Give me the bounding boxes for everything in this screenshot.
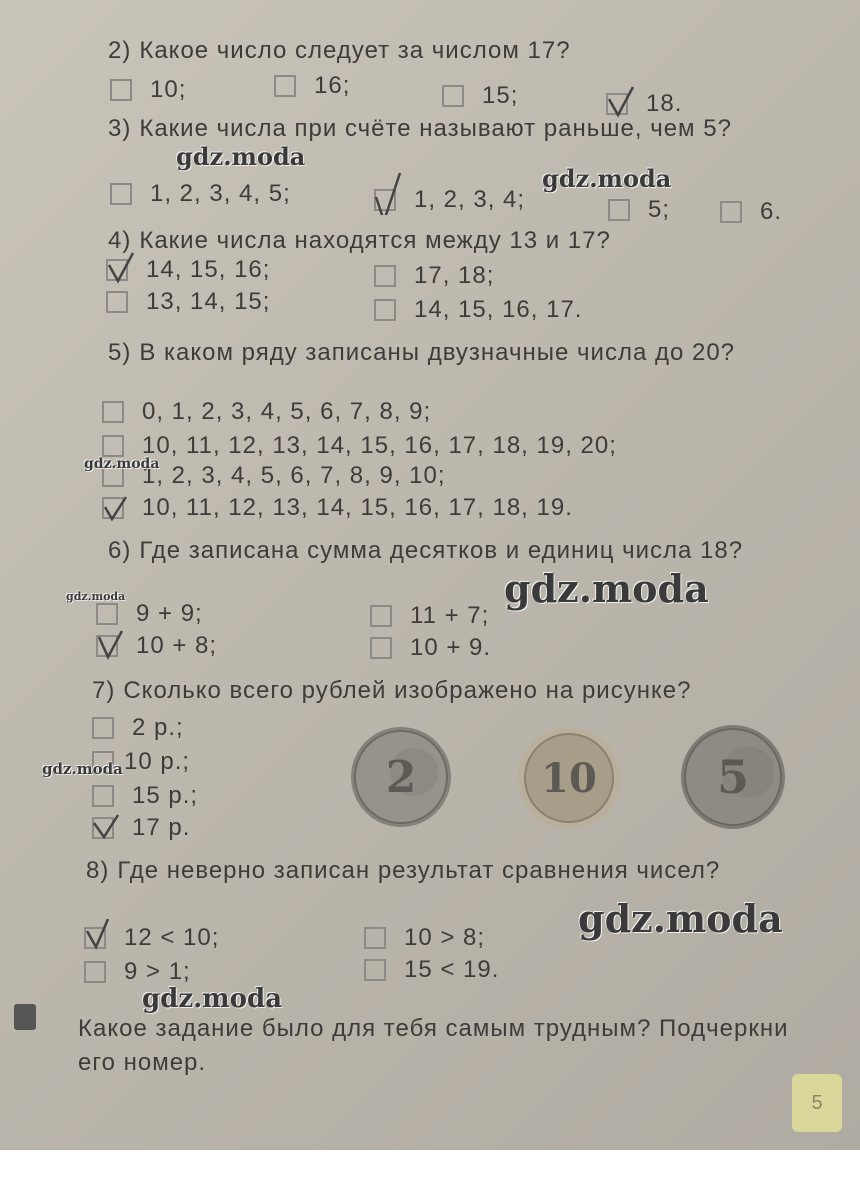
option-label: 10 р.; xyxy=(124,748,191,775)
checkbox[interactable] xyxy=(102,435,124,457)
option-checkbox[interactable] xyxy=(370,634,491,662)
checkbox[interactable] xyxy=(274,75,296,97)
option-label: 17, 18; xyxy=(414,262,495,289)
coin-10-rubles xyxy=(517,726,621,830)
checkbox[interactable] xyxy=(370,637,392,659)
watermark: gdz.moda xyxy=(176,142,306,171)
watermark: gdz.moda xyxy=(542,164,672,193)
option-checkbox-checked[interactable] xyxy=(106,256,270,284)
question-number: 5) xyxy=(108,339,132,366)
question-number: 4) xyxy=(108,227,132,254)
checkmark-icon xyxy=(92,809,122,843)
watermark: gdz.moda xyxy=(42,760,123,778)
checkbox[interactable] xyxy=(720,201,742,223)
option-checkbox[interactable] xyxy=(720,198,782,226)
option-label: 9 > 1; xyxy=(124,958,191,985)
option-checkbox[interactable] xyxy=(92,714,184,742)
question-number: 3) xyxy=(108,115,132,142)
checkbox[interactable] xyxy=(608,199,630,221)
coin-value: 5 xyxy=(716,750,749,804)
option-label: 16; xyxy=(314,72,351,99)
option-label: 15 р.; xyxy=(132,782,199,809)
question-number: 6) xyxy=(108,537,132,564)
question-text: Сколько всего рублей изображено на рисунке? xyxy=(123,677,692,704)
option-label: 15; xyxy=(482,82,519,109)
checkbox[interactable] xyxy=(96,635,118,657)
coin-value: 10 xyxy=(541,754,597,802)
coin-2-rubles xyxy=(350,726,452,828)
option-checkbox[interactable] xyxy=(84,958,191,986)
question-5 xyxy=(108,338,790,368)
question-number: 8) xyxy=(86,857,110,884)
option-checkbox[interactable] xyxy=(110,76,186,104)
checkbox[interactable] xyxy=(374,265,396,287)
option-label: 10; xyxy=(150,76,187,103)
option-label: 0, 1, 2, 3, 4, 5, 6, 7, 8, 9; xyxy=(142,398,432,425)
checkbox[interactable] xyxy=(364,959,386,981)
checkbox[interactable] xyxy=(106,259,128,281)
checkbox[interactable] xyxy=(442,85,464,107)
checkbox[interactable] xyxy=(102,497,124,519)
watermark: gdz.moda xyxy=(66,590,126,603)
question-text: Какие числа находятся между 13 и 17? xyxy=(139,227,611,254)
checkmark-icon xyxy=(96,627,126,661)
question-text: Какое число следует за числом 17? xyxy=(139,37,571,64)
option-label: 5; xyxy=(648,196,671,223)
option-checkbox[interactable] xyxy=(106,288,270,316)
option-checkbox[interactable] xyxy=(102,432,617,460)
option-checkbox[interactable] xyxy=(102,398,431,426)
checkmark-icon xyxy=(106,251,136,285)
option-checkbox[interactable] xyxy=(374,296,582,324)
checkbox[interactable] xyxy=(374,189,396,211)
checkbox[interactable] xyxy=(84,961,106,983)
checkmark-icon xyxy=(374,161,404,215)
checkbox[interactable] xyxy=(92,785,114,807)
option-checkbox-checked[interactable] xyxy=(84,924,219,952)
checkbox[interactable] xyxy=(606,93,628,115)
option-label: 9 + 9; xyxy=(136,600,203,627)
question-text: Где неверно записан результат сравнения чисел? xyxy=(117,857,721,884)
option-label: 13, 14, 15; xyxy=(146,288,271,315)
option-label: 10 + 9. xyxy=(410,634,492,661)
option-checkbox[interactable] xyxy=(96,600,203,628)
option-checkbox[interactable] xyxy=(374,262,494,290)
option-checkbox-checked[interactable] xyxy=(96,632,217,660)
option-label: 10, 11, 12, 13, 14, 15, 16, 17, 18, 19, 20; xyxy=(142,432,617,459)
option-label: 1, 2, 3, 4, 5; xyxy=(150,180,291,207)
watermark: gdz.moda xyxy=(504,566,709,611)
final-task: Какое задание было для тебя самым трудным? Подчеркни его номер. xyxy=(78,1015,789,1076)
option-label: 14, 15, 16, 17. xyxy=(414,296,583,323)
option-label: 17 р. xyxy=(132,814,191,841)
option-label: 15 < 19. xyxy=(404,956,500,983)
question-4 xyxy=(108,226,790,256)
option-label: 14, 15, 16; xyxy=(146,256,271,283)
question-text: В каком ряду записаны двузначные числа до 20? xyxy=(139,339,736,366)
checkbox[interactable] xyxy=(110,183,132,205)
option-label: 10 > 8; xyxy=(404,924,486,951)
coin-value: 2 xyxy=(385,751,417,803)
checkbox[interactable] xyxy=(92,717,114,739)
checkbox[interactable] xyxy=(102,401,124,423)
self-check-icon xyxy=(14,1004,36,1030)
watermark: gdz.moda xyxy=(84,456,160,472)
option-label: 10 + 8; xyxy=(136,632,218,659)
option-checkbox-checked[interactable] xyxy=(102,494,573,522)
option-label: 2 р.; xyxy=(132,714,184,741)
option-label: 1, 2, 3, 4, 5, 6, 7, 8, 9, 10; xyxy=(142,462,446,489)
option-checkbox[interactable] xyxy=(364,956,499,984)
option-checkbox[interactable] xyxy=(608,196,670,224)
option-checkbox-checked[interactable] xyxy=(92,814,190,842)
question-3 xyxy=(108,114,790,144)
checkbox[interactable] xyxy=(374,299,396,321)
question-2 xyxy=(108,36,790,66)
option-label: 12 < 10; xyxy=(124,924,220,951)
option-label: 11 + 7; xyxy=(410,602,490,629)
option-label: 18. xyxy=(646,90,683,117)
option-checkbox[interactable] xyxy=(370,602,489,630)
question-6 xyxy=(108,536,790,566)
option-checkbox[interactable] xyxy=(110,180,291,208)
watermark: gdz.moda xyxy=(142,984,283,1014)
coin-5-rubles xyxy=(680,724,786,830)
question-8 xyxy=(86,856,784,886)
option-checkbox[interactable] xyxy=(364,924,485,952)
option-label: 1, 2, 3, 4; xyxy=(414,186,526,213)
checkmark-icon xyxy=(84,919,114,953)
checkbox[interactable] xyxy=(364,927,386,949)
option-checkbox-checked[interactable] xyxy=(374,186,525,214)
watermark: gdz.moda xyxy=(578,896,783,941)
checkbox[interactable] xyxy=(110,79,132,101)
option-label: 6. xyxy=(760,198,783,225)
checkbox[interactable] xyxy=(106,291,128,313)
option-checkbox[interactable] xyxy=(274,72,350,100)
question-text: Какие числа при счёте называют раньше, чем 5? xyxy=(139,115,732,142)
question-7 xyxy=(92,676,790,706)
checkbox[interactable] xyxy=(92,817,114,839)
option-checkbox[interactable] xyxy=(92,782,198,810)
option-checkbox[interactable] xyxy=(442,82,518,110)
checkbox[interactable] xyxy=(84,927,106,949)
checkmark-icon xyxy=(102,489,132,523)
checkbox[interactable] xyxy=(370,605,392,627)
checkbox[interactable] xyxy=(96,603,118,625)
page-number: 5 xyxy=(792,1074,842,1132)
question-number: 7) xyxy=(92,677,116,704)
question-number: 2) xyxy=(108,37,132,64)
question-text: Где записана сумма десятков и единиц числа 18? xyxy=(139,537,744,564)
option-label: 10, 11, 12, 13, 14, 15, 16, 17, 18, 19. xyxy=(142,494,573,521)
